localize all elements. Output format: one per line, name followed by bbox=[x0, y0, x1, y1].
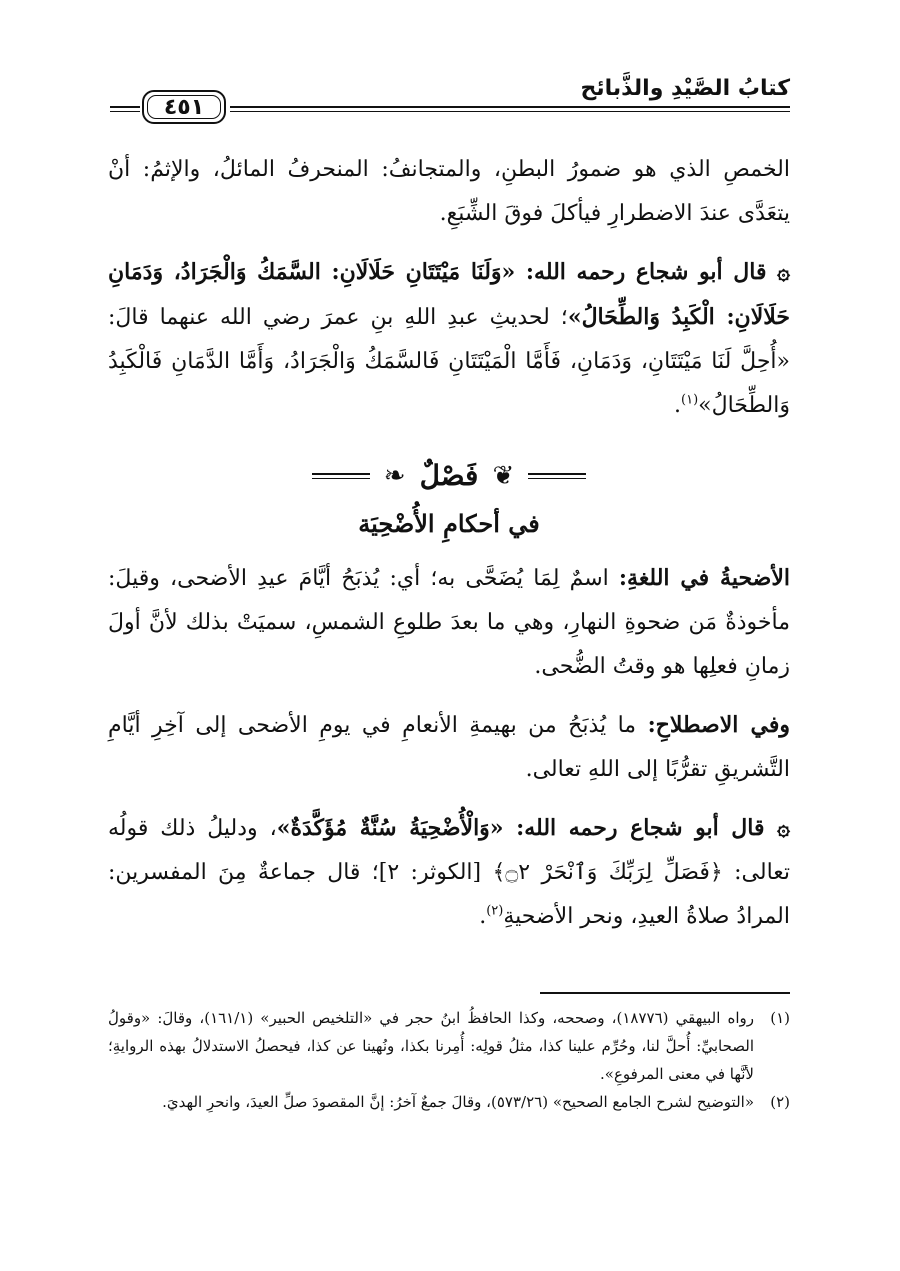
section-heading: فَصْلٌ bbox=[419, 459, 479, 492]
footnote-number: (٢) bbox=[770, 1093, 790, 1111]
paragraph-2-text: ؛ لحديثِ عبدِ اللهِ بنِ عمرَ رضي الله عنهما قالَ: «أُحِلَّ لَنَا مَيْتَتَانِ، وَدَمَانِ، فَأَمَّا الْمَيْتَتَانِ فَالسَّمَكُ وَالْجَرَادُ، وَأَمَّا الدَّمَانِ فَالْكَبِدُ وَالطِّحَالُ» bbox=[108, 305, 790, 418]
paragraph-2-end: . bbox=[674, 393, 682, 418]
main-text bbox=[108, 148, 790, 953]
term-istilah: وفي الاصطلاحِ: bbox=[647, 712, 790, 738]
paragraph-5-end: . bbox=[479, 904, 487, 929]
paragraph-5 bbox=[108, 806, 790, 939]
matn-quote-2: ۞ قال أبو شجاع رحمه الله: «وَالْأُضْحِيَةُ سُنَّةٌ مُؤَكَّدَةٌ» bbox=[276, 815, 790, 841]
paragraph-5-text: ، ودليلُ ذلك قولُه تعالى: ﴿فَصَلِّ لِرَبِّكَ وَٱنْحَرْ ۝٢﴾ [الكوثر: ٢]؛ قال جماعةٌ مِنَ المفسرين: المرادُ صلاةُ العيدِ، ونحر الأضحيةِ bbox=[108, 816, 791, 929]
footnote-text: رواه البيهقي (١٨٧٧٦)، وصححه، وكذا الحافظُ ابنُ حجر في «التلخيص الحبير» (١٦١/١)، وقالَ: «وقولُ الصحابيِّ: أُحلَّ لنا، وحُرِّم علينا كذا، مثلُ قولِه: أُمِرنا بكذا، ونُهينا عن كذا، فيحصلُ الاستدلالُ بهذه الروايةِ؛ لأنَّها في معنى المرفوعِ». bbox=[108, 1009, 754, 1083]
book-title: كتابُ الصَّيْدِ والذَّبائح bbox=[580, 76, 790, 101]
page-header bbox=[110, 70, 790, 120]
paragraph-4 bbox=[108, 703, 790, 792]
paragraph-3-text: اسمٌ لِمَا يُضَحَّى به؛ أي: يُذبَحُ أيَّامَ عيدِ الأضحى، وقيلَ: مأخوذةٌ مَن ضحوةِ النهارِ، وهي ما بعدَ طلوعِ الشمسِ، سميَتْ بذلك لأنَّ أولَ زمانِ فعلِها هو وقتُ الضُّحى. bbox=[108, 566, 790, 679]
paragraph-1: الخمصِ الذي هو ضمورُ البطنِ، والمتجانفُ: المنحرفُ المائلُ، والإثمُ: أنْ يتعَدَّى عندَ الاضطرارِ فيأكلَ فوقَ الشِّبَعِ. bbox=[108, 157, 790, 226]
page-number-text: ٤٥١ bbox=[163, 94, 205, 120]
matn-quote-1: ۞ قال أبو شجاع رحمه الله: «وَلَنَا مَيْتَتَانِ حَلَالَانِ: السَّمَكُ وَالْجَرَادُ، وَدَمَانِ حَلَالَانِ: الْكَبِدُ وَالطِّحَالُ» bbox=[108, 259, 790, 330]
divider-lines-left bbox=[312, 473, 370, 479]
footnote-ref-1: (١) bbox=[681, 392, 699, 408]
paragraph-4-text: ما يُذبَحُ من بهيمةِ الأنعامِ في يومِ الأضحى إلى آخِرِ أيَّامِ التَّشريقِ تقرُّبًا إلى اللهِ تعالى. bbox=[108, 713, 790, 782]
ornament-left-icon: ❧ bbox=[383, 461, 406, 491]
ornament-right-icon: ❦ bbox=[492, 461, 515, 491]
footnote-ref-2: (٢) bbox=[486, 903, 504, 919]
paragraph-3 bbox=[108, 556, 790, 689]
paragraph-2 bbox=[108, 250, 790, 428]
footnote-text: «التوضيح لشرح الجامع الصحيح» (٥٧٣/٢٦)، وقالَ جمعٌ آخرُ: إنَّ المقصودَ صلِّ العيدَ، وانحرِ الهديَ. bbox=[162, 1093, 754, 1111]
header-rule-left bbox=[110, 106, 140, 112]
footnote-1 bbox=[108, 1004, 790, 1088]
footnotes bbox=[108, 1004, 790, 1116]
footnote-rule bbox=[540, 992, 790, 994]
footnote-number: (١) bbox=[770, 1009, 790, 1027]
term-lughah: الأضحيةُ في اللغةِ: bbox=[618, 565, 790, 591]
divider-lines-right bbox=[528, 473, 586, 479]
section-subtitle: في أحكامِ الأُضْحِيَة bbox=[358, 509, 540, 538]
section-divider bbox=[108, 454, 790, 498]
header-rule bbox=[230, 106, 790, 112]
page-number bbox=[142, 90, 226, 124]
footnote-2 bbox=[108, 1088, 790, 1116]
